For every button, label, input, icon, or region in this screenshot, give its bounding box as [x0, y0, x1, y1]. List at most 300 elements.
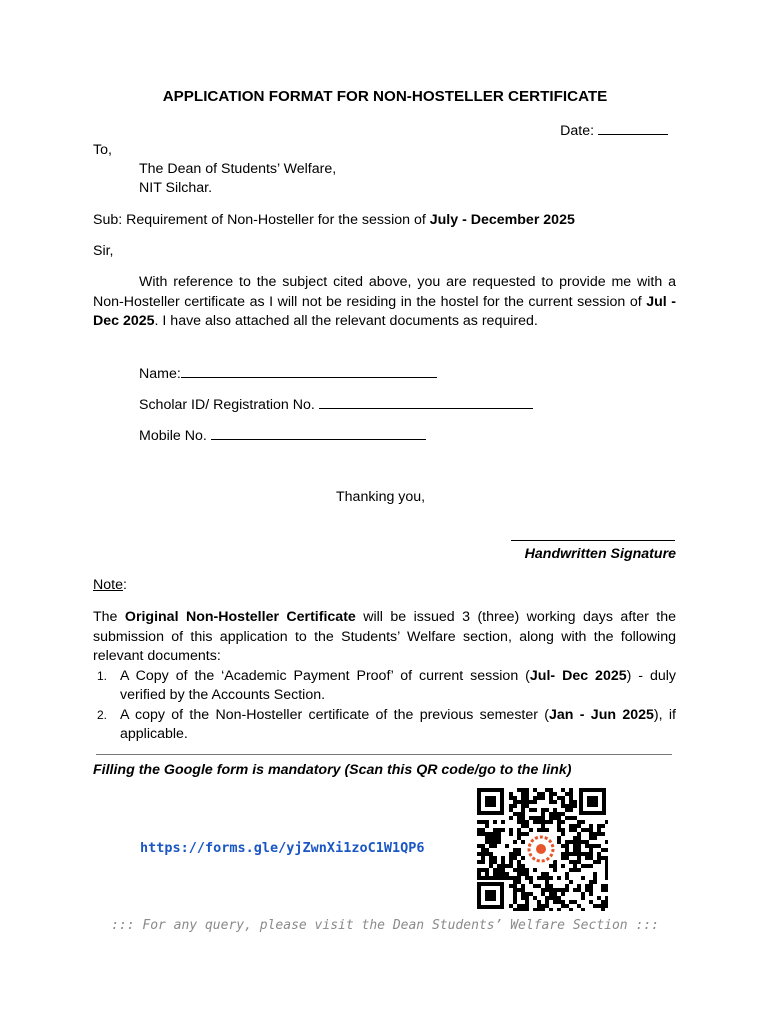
qr-module	[601, 908, 605, 911]
qr-module	[545, 888, 549, 892]
qr-module	[521, 796, 525, 800]
qr-module	[569, 860, 573, 864]
qr-module	[601, 848, 605, 852]
qr-module	[525, 892, 529, 896]
qr-module	[517, 848, 521, 852]
qr-module	[593, 880, 597, 884]
qr-module	[553, 808, 557, 812]
qr-module	[521, 908, 525, 911]
qr-module	[493, 876, 497, 880]
qr-module	[521, 868, 525, 872]
list-item-bold: Jul- Dec 2025	[529, 667, 627, 684]
qr-module	[589, 828, 593, 832]
qr-module	[605, 868, 608, 872]
qr-module	[597, 896, 601, 900]
qr-module	[525, 788, 529, 792]
qr-module	[557, 900, 561, 904]
qr-logo-icon	[524, 832, 558, 866]
qr-module	[517, 860, 521, 864]
qr-module	[509, 856, 513, 860]
qr-module	[521, 856, 525, 860]
qr-module	[509, 804, 513, 808]
qr-module	[513, 896, 517, 900]
qr-module	[565, 844, 569, 848]
closing: Thanking you,	[336, 489, 426, 505]
qr-module	[541, 796, 545, 800]
qr-module	[545, 788, 549, 792]
subject-prefix: Sub: Requirement of Non-Hosteller for the session of	[93, 212, 430, 228]
qr-module	[525, 832, 529, 836]
qr-module	[577, 824, 581, 828]
qr-module	[605, 904, 608, 908]
qr-module	[521, 884, 525, 888]
qr-module	[541, 812, 545, 816]
qr-module	[597, 904, 601, 908]
qr-module	[477, 832, 481, 836]
qr-module	[549, 876, 553, 880]
to-line: To,	[93, 142, 112, 158]
qr-module	[549, 816, 553, 820]
list-item	[93, 706, 676, 745]
qr-module	[577, 884, 581, 888]
list-item-text-a: A copy of the Non-Hosteller certificate of the previous semester (	[120, 706, 550, 723]
qr-module	[573, 836, 577, 840]
qr-module	[589, 836, 593, 840]
note-section	[93, 608, 676, 745]
qr-module	[481, 860, 485, 864]
qr-module	[477, 820, 481, 824]
footer-note: ::: For any query, please visit the Dean Students’ Welfare Section :::	[111, 918, 659, 933]
qr-module	[597, 828, 601, 832]
qr-module	[593, 876, 597, 880]
qr-module	[573, 828, 577, 832]
qr-module	[585, 840, 589, 844]
qr-module	[589, 832, 593, 836]
qr-module	[489, 876, 493, 880]
qr-module	[557, 812, 561, 816]
qr-module	[565, 804, 569, 808]
qr-module	[521, 896, 525, 900]
form-notice: Filling the Google form is mandatory (Scan this QR code/go to the link)	[93, 762, 572, 778]
qr-module	[533, 796, 537, 800]
qr-module	[513, 812, 517, 816]
qr-module	[553, 896, 557, 900]
qr-module	[517, 872, 521, 876]
qr-module	[529, 876, 533, 880]
qr-module	[593, 872, 597, 876]
qr-module	[561, 888, 565, 892]
qr-module	[597, 856, 601, 860]
qr-finder-top-right	[579, 788, 606, 815]
qr-module	[601, 884, 605, 888]
qr-module	[493, 872, 497, 876]
qr-module	[537, 816, 541, 820]
subject-line	[93, 212, 575, 228]
signature-line[interactable]	[511, 540, 675, 541]
qr-module	[577, 888, 581, 892]
qr-module	[565, 856, 569, 860]
qr-module	[517, 852, 521, 856]
qr-module	[597, 832, 601, 836]
qr-module	[589, 880, 593, 884]
qr-module	[477, 828, 481, 832]
qr-module	[517, 828, 521, 832]
qr-module	[529, 816, 533, 820]
qr-module	[501, 868, 505, 872]
qr-module	[521, 832, 525, 836]
qr-module	[577, 856, 581, 860]
qr-module	[545, 904, 549, 908]
qr-module	[565, 852, 569, 856]
qr-module	[541, 904, 545, 908]
qr-module	[537, 908, 541, 911]
qr-module	[481, 852, 485, 856]
qr-module	[541, 888, 545, 892]
qr-module	[521, 820, 525, 824]
qr-module	[481, 856, 485, 860]
list-item-number: 2.	[97, 707, 108, 722]
qr-module	[569, 792, 573, 796]
body-part-1: With reference to the subject cited above, you are requested to provide me with a Non-Hosteller certificate as I will not be residing in the hostel for the current session of	[93, 274, 676, 310]
qr-module	[513, 800, 517, 804]
qr-module	[569, 880, 573, 884]
qr-module	[545, 820, 549, 824]
date-blank[interactable]	[598, 121, 668, 135]
qr-module	[581, 864, 585, 868]
qr-module	[561, 904, 565, 908]
addressee-line-1: The Dean of Students’ Welfare,	[139, 161, 337, 177]
qr-module	[581, 852, 585, 856]
qr-module	[517, 832, 521, 836]
google-form-link[interactable]: https://forms.gle/yjZwnXi1zoC1W1QP6	[140, 840, 425, 856]
qr-module	[541, 808, 545, 812]
qr-module	[513, 796, 517, 800]
qr-module	[537, 876, 541, 880]
qr-module	[577, 840, 581, 844]
qr-module	[521, 872, 525, 876]
qr-module	[489, 864, 493, 868]
qr-module	[585, 888, 589, 892]
qr-module	[489, 860, 493, 864]
qr-module	[557, 888, 561, 892]
qr-module	[485, 832, 489, 836]
qr-module	[537, 792, 541, 796]
qr-module	[485, 824, 489, 828]
mobile-blank[interactable]	[211, 426, 426, 440]
name-blank[interactable]	[181, 364, 437, 378]
qr-module	[541, 908, 545, 911]
qr-module	[517, 816, 521, 820]
body-part-2: . I have also attached all the relevant documents as required.	[154, 313, 538, 329]
qr-module	[533, 800, 537, 804]
qr-module	[509, 808, 513, 812]
qr-module	[517, 820, 521, 824]
qr-module	[561, 788, 565, 792]
qr-module	[581, 840, 585, 844]
list-item-text-b: ) - duly verified by the Accounts Section.	[120, 667, 676, 703]
qr-module	[529, 892, 533, 896]
qr-module	[521, 840, 525, 844]
qr-module	[533, 820, 537, 824]
qr-module	[553, 792, 557, 796]
qr-module	[573, 800, 577, 804]
qr-module	[525, 876, 529, 880]
qr-module	[493, 868, 497, 872]
qr-module	[549, 796, 553, 800]
body-paragraph	[93, 273, 676, 332]
qr-module	[501, 860, 505, 864]
qr-module	[489, 852, 493, 856]
qr-module	[549, 884, 553, 888]
qr-module	[497, 876, 501, 880]
qr-module	[501, 856, 505, 860]
qr-module	[545, 884, 549, 888]
qr-module	[501, 872, 505, 876]
qr-module	[521, 892, 525, 896]
qr-module	[565, 888, 569, 892]
qr-module	[493, 828, 497, 832]
qr-module	[545, 872, 549, 876]
qr-module	[605, 896, 608, 900]
qr-module	[493, 820, 497, 824]
divider	[96, 754, 672, 755]
qr-module	[545, 876, 549, 880]
qr-module	[513, 888, 517, 892]
qr-module	[513, 848, 517, 852]
qr-module	[497, 828, 501, 832]
qr-module	[509, 852, 513, 856]
qr-module	[569, 852, 573, 856]
qr-module	[533, 908, 537, 911]
qr-module	[493, 860, 497, 864]
qr-module	[533, 788, 537, 792]
qr-module	[605, 888, 608, 892]
qr-finder-bottom-left	[477, 882, 504, 909]
addressee-line-2: NIT Silchar.	[139, 180, 213, 196]
qr-module	[517, 876, 521, 880]
qr-module	[521, 812, 525, 816]
qr-module	[477, 860, 481, 864]
qr-module	[573, 848, 577, 852]
qr-module	[533, 896, 537, 900]
qr-module	[577, 848, 581, 852]
qr-module	[565, 816, 569, 820]
qr-module	[561, 844, 565, 848]
qr-module	[561, 796, 565, 800]
qr-module	[521, 804, 525, 808]
qr-module	[561, 832, 565, 836]
qr-module	[497, 864, 501, 868]
qr-module	[481, 820, 485, 824]
salutation: Sir,	[93, 243, 114, 259]
qr-module	[525, 872, 529, 876]
qr-module	[509, 864, 513, 868]
qr-module	[501, 864, 505, 868]
qr-module	[605, 876, 608, 880]
qr-module	[513, 900, 517, 904]
qr-module	[557, 796, 561, 800]
qr-module	[601, 824, 605, 828]
qr-module	[525, 904, 529, 908]
qr-module	[549, 908, 553, 911]
qr-module	[477, 852, 481, 856]
qr-module	[493, 832, 497, 836]
qr-module	[601, 832, 605, 836]
qr-module	[493, 856, 497, 860]
qr-module	[601, 904, 605, 908]
qr-module	[517, 868, 521, 872]
qr-module	[517, 904, 521, 908]
qr-module	[513, 880, 517, 884]
qr-module	[573, 888, 577, 892]
qr-module	[497, 836, 501, 840]
note-intro-b: will be issued 3 (three) working days after the submission of this application to the Students’ Welfare section, along with the following relevant documents:	[93, 609, 676, 664]
qr-module	[521, 904, 525, 908]
qr-module	[481, 844, 485, 848]
qr-module	[597, 824, 601, 828]
qr-module	[513, 908, 517, 911]
qr-module	[553, 900, 557, 904]
qr-module	[505, 844, 509, 848]
qr-module	[513, 856, 517, 860]
qr-module	[525, 824, 529, 828]
qr-module	[505, 864, 509, 868]
qr-module	[537, 796, 541, 800]
note-intro	[93, 608, 676, 667]
list-item-text-b: ), if applicable.	[120, 706, 676, 742]
qr-module	[593, 844, 597, 848]
qr-module	[557, 840, 561, 844]
qr-module	[581, 828, 585, 832]
qr-module	[577, 836, 581, 840]
qr-module	[485, 840, 489, 844]
qr-module	[577, 844, 581, 848]
qr-module	[561, 892, 565, 896]
qr-module	[565, 904, 569, 908]
qr-module	[493, 836, 497, 840]
qr-finder-top-left	[477, 788, 504, 815]
qr-module	[557, 824, 561, 828]
qr-module	[553, 812, 557, 816]
qr-module	[589, 824, 593, 828]
name-field	[139, 364, 437, 382]
qr-module	[537, 900, 541, 904]
qr-module	[557, 820, 561, 824]
qr-module	[481, 828, 485, 832]
qr-module	[541, 792, 545, 796]
qr-module	[525, 804, 529, 808]
qr-module	[485, 820, 489, 824]
qr-module	[593, 832, 597, 836]
qr-module	[477, 876, 481, 880]
qr-module	[529, 808, 533, 812]
qr-module	[517, 836, 521, 840]
qr-module	[577, 832, 581, 836]
qr-module	[565, 792, 569, 796]
qr-module	[513, 884, 517, 888]
qr-module	[513, 868, 517, 872]
qr-module	[585, 828, 589, 832]
qr-module	[569, 788, 573, 792]
qr-module	[501, 876, 505, 880]
qr-module	[549, 864, 553, 868]
qr-module	[489, 832, 493, 836]
qr-module	[561, 852, 565, 856]
qr-module	[589, 864, 593, 868]
qr-module	[521, 888, 525, 892]
qr-module	[537, 828, 541, 832]
qr-module	[509, 796, 513, 800]
qr-module	[477, 872, 481, 876]
date-field	[560, 121, 668, 139]
qr-module	[553, 860, 557, 864]
qr-module	[605, 860, 608, 864]
qr-module	[605, 884, 608, 888]
qr-module	[573, 864, 577, 868]
qr-module	[605, 856, 608, 860]
list-item-bold: Jan - Jun 2025	[549, 706, 654, 723]
qr-module	[577, 904, 581, 908]
qr-module	[541, 824, 545, 828]
qr-module	[501, 828, 505, 832]
qr-module	[561, 800, 565, 804]
qr-module	[605, 840, 608, 844]
qr-module	[569, 808, 573, 812]
qr-module	[573, 900, 577, 904]
note-heading	[93, 577, 127, 593]
qr-module	[493, 844, 497, 848]
qr-module	[517, 908, 521, 911]
qr-module	[545, 896, 549, 900]
scholar-id-blank[interactable]	[319, 395, 533, 409]
qr-module	[569, 828, 573, 832]
qr-module	[605, 864, 608, 868]
qr-module	[489, 836, 493, 840]
qr-module	[509, 876, 513, 880]
qr-module	[517, 888, 521, 892]
qr-module	[581, 896, 585, 900]
qr-module	[565, 840, 569, 844]
qr-module	[533, 868, 537, 872]
qr-module	[585, 856, 589, 860]
qr-module	[485, 876, 489, 880]
qr-module	[581, 876, 585, 880]
qr-module	[553, 800, 557, 804]
qr-module	[589, 888, 593, 892]
qr-module	[553, 816, 557, 820]
qr-module	[573, 804, 577, 808]
qr-module	[497, 832, 501, 836]
qr-module	[569, 804, 573, 808]
qr-code[interactable]	[475, 786, 608, 911]
qr-module	[605, 820, 608, 824]
qr-module	[549, 888, 553, 892]
qr-module	[505, 876, 509, 880]
qr-module	[577, 820, 581, 824]
page-title: APPLICATION FORMAT FOR NON-HOSTELLER CERTIFICATE	[162, 88, 608, 105]
note-label: Note	[93, 577, 123, 593]
note-colon: :	[122, 577, 127, 593]
qr-module	[569, 816, 573, 820]
qr-module	[561, 812, 565, 816]
qr-module	[481, 868, 485, 872]
qr-module	[597, 852, 601, 856]
qr-module	[537, 884, 541, 888]
mobile-label: Mobile No.	[139, 428, 207, 444]
date-label: Date:	[560, 123, 595, 139]
qr-module	[565, 876, 569, 880]
qr-module	[497, 868, 501, 872]
